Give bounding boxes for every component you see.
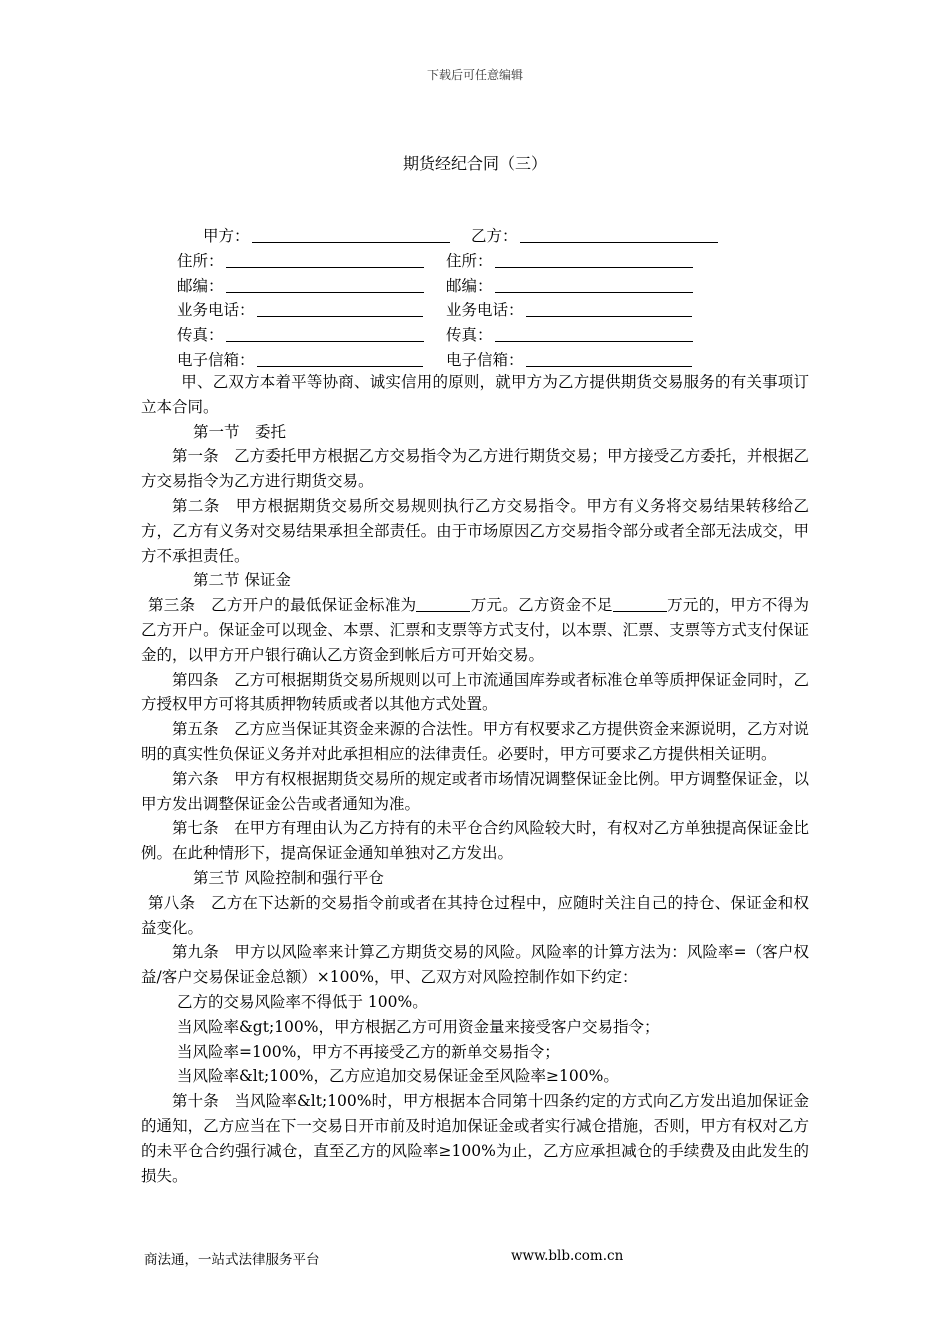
article-10: 第十条 当风险率&lt;100%时，甲方根据本合同第十四条约定的方式向乙方发出追加保证金的通知，乙方应当在下一交易日开市前及时追加保证金或者实行减仓措施，否则，甲方有权对乙方的未平仓合约强行减仓，直至乙方的风险率≥100%为止，乙方应承担减仓的手续费及由此发生的损失。 bbox=[141, 1092, 809, 1185]
article-9: 第九条 甲方以风险率来计算乙方期货交易的风险。风险率的计算方法为：风险率=（客户权益/客户交易保证金总额）×100%，甲、乙双方对风险控制作如下约定： bbox=[141, 943, 809, 987]
article-7: 第七条 在甲方有理由认为乙方持有的未平仓合约风险较大时，有权对乙方单独提高保证金比例。在此种情形下，提高保证金通知单独对乙方发出。 bbox=[141, 819, 809, 863]
fill-line bbox=[495, 275, 693, 293]
party-field-label: 邮编： bbox=[177, 276, 224, 295]
article-4: 第四条 乙方可根据期货交易所规则以可上市流通国库券或者标准仓单等质押保证金同时，乙方授权甲方可将其质押物转质或者以其他方式处置。 bbox=[141, 670, 809, 714]
fill-line bbox=[257, 349, 423, 367]
fill-line bbox=[226, 250, 424, 268]
party-field-label: 住所： bbox=[446, 251, 493, 270]
fill-line bbox=[257, 299, 423, 317]
section-heading: 第三节 风险控制和强行平仓 bbox=[193, 868, 384, 887]
article-3 bbox=[141, 593, 809, 667]
party-row-phone bbox=[177, 298, 817, 323]
party-yi-cell bbox=[471, 224, 718, 249]
risk-rule: 当风险率&lt;100%，乙方应追加交易保证金至风险率≥100%。 bbox=[177, 1067, 619, 1086]
article-1: 第一条 乙方委托甲方根据乙方交易指令为乙方进行期货交易；甲方接受乙方委托，并根据乙方交易指令为乙方进行期货交易。 bbox=[141, 447, 809, 491]
fill-line bbox=[495, 250, 693, 268]
risk-rule: 乙方的交易风险率不得低于 100%。 bbox=[177, 992, 428, 1011]
party-field-label: 业务电话： bbox=[446, 301, 524, 320]
article-6: 第六条 甲方有权根据期货交易所的规定或者市场情况调整保证金比例。甲方调整保证金，以甲方发出调整保证金公告或者通知为准。 bbox=[141, 769, 809, 813]
party-row-postcode bbox=[177, 274, 817, 299]
party-row-fax bbox=[177, 323, 817, 348]
article-2: 第二条 甲方根据期货交易所交易规则执行乙方交易指令。甲方有义务将交易结果转移给乙方，乙方有义务对交易结果承担全部责任。由于市场原因乙方交易指令部分或者全部无法成交，甲方不承担责任。 bbox=[141, 496, 809, 565]
blank-line bbox=[613, 595, 667, 612]
fill-line bbox=[226, 324, 424, 342]
article-5: 第五条 乙方应当保证其资金来源的合法性。甲方有权要求乙方提供资金来源说明，乙方对说明的真实性负保证义务并对此承担相应的法律责任。必要时，甲方可要求乙方提供相关证明。 bbox=[141, 720, 809, 763]
fill-line bbox=[520, 225, 718, 243]
party-jia-label: 甲方： bbox=[203, 227, 250, 245]
party-field-label: 住所： bbox=[177, 251, 224, 270]
fill-line bbox=[252, 225, 450, 243]
fill-line bbox=[526, 299, 692, 317]
party-field-label: 传真： bbox=[177, 326, 224, 345]
party-field-label: 电子信箱： bbox=[177, 350, 255, 369]
fill-line bbox=[495, 324, 693, 342]
page-header: 下载后可任意编辑 bbox=[426, 68, 523, 82]
blank-line bbox=[416, 595, 470, 612]
fill-line bbox=[526, 349, 692, 367]
section-heading: 第一节 委托 bbox=[193, 422, 287, 441]
contract-title: 期货经纪合同（三） bbox=[402, 154, 547, 173]
section-heading: 第二节 保证金 bbox=[193, 571, 291, 590]
fill-line bbox=[226, 275, 424, 293]
party-names-row bbox=[177, 224, 817, 249]
article-8: 第八条 乙方在下达新的交易指令前或者在其持仓过程中，应随时关注自己的持仓、保证金和权益变化。 bbox=[141, 893, 809, 937]
party-yi-label: 乙方： bbox=[471, 227, 518, 245]
article-3-part: 第三条 乙方开户的最低保证金标准为 bbox=[147, 596, 417, 615]
intro-paragraph: 甲、乙双方本着平等协商、诚实信用的原则，就甲方为乙方提供期货交易服务的有关事项订立本合同。 bbox=[141, 373, 809, 416]
party-field-label: 邮编： bbox=[446, 276, 493, 295]
party-field-label: 传真： bbox=[446, 326, 493, 345]
risk-rule: 当风险率=100%，甲方不再接受乙方的新单交易指令； bbox=[177, 1042, 560, 1061]
footer-brand: 商法通，一站式法律服务平台 bbox=[144, 1252, 320, 1268]
party-field-label: 电子信箱： bbox=[446, 350, 524, 369]
article-3-part: 万元。乙方资金不足 bbox=[470, 596, 613, 615]
party-row-address bbox=[177, 249, 817, 274]
party-info-grid bbox=[177, 224, 817, 373]
footer-url[interactable]: www.blb.com.cn bbox=[511, 1248, 624, 1264]
party-field-label: 业务电话： bbox=[177, 301, 255, 320]
contract-body bbox=[141, 370, 809, 1188]
article-3-part: 万元的，甲方不得为乙方开户。保证金可以现金、本票、汇票和支票等方式支付，以本票、汇票、支票等方式支付保证金的，以甲方开户银行确认乙方资金到帐后方可开始交易。 bbox=[141, 596, 809, 664]
risk-rule: 当风险率&gt;100%，甲方根据乙方可用资金量来接受客户交易指令； bbox=[177, 1017, 660, 1036]
party-jia-cell bbox=[203, 224, 450, 249]
